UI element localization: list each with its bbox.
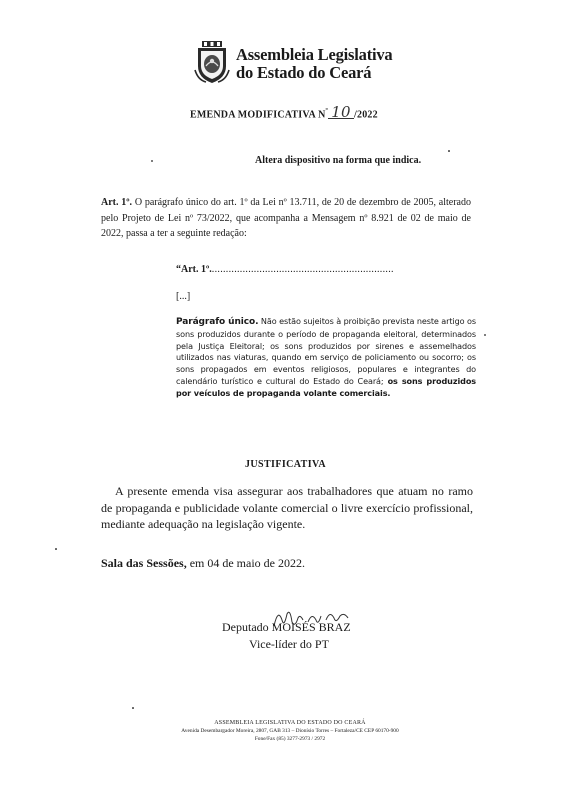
footer-institution: ASSEMBLEIA LEGISLATIVA DO ESTADO DO CEARÁ [214,720,366,726]
institution-name [236,46,392,82]
paragrafo-unico-label: Parágrafo único. [176,317,259,327]
amendment-title [190,103,378,122]
institution-name-line1: Assembleia Legislativa [236,45,393,64]
paragrafo-unico-text: Não estão sujeitos à proibição prevista neste artigo os sons produzidos durante o período de propaganda eleitoral, determinados pela Justiça Eleitoral; os sons produzidos por sirenes e assemelhados utilizados nas viaturas, quando em serviço de policiamento ou socorro; os sons propagados em eventos religiosos, populares e integrantes do calendário turístico e cultural do Estado do Ceará; [176,316,476,386]
article-1-paragraph [101,195,471,242]
amendment-number-handwritten: 10 [328,107,354,119]
justification-title: JUSTIFICATIVA [245,459,326,470]
footer-phone: Fone/Fax (85) 3277-2973 / 2972 [254,736,326,742]
scan-speck [151,160,153,162]
session-label: Sala das Sessões, [101,556,187,570]
signatory-name: Deputado MOISÉS BRAZ [222,620,351,634]
ementa: Altera dispositivo na forma que indica. [255,155,422,166]
omission-marker: [...] [176,291,191,302]
justification-body: A presente emenda visa assegurar aos trabalhadores que atuam no ramo de propaganda e publicidade volante comercial o livre exercício profissional, mediante adequação na legislação vigente. [101,484,473,531]
signatory-role: Vice-líder do PT [249,637,329,651]
session-date: em 04 de maio de 2022. [186,556,305,570]
quoted-article-dots: ................................................................. [211,264,394,275]
paragrafo-unico-tail: os sons produzidos por veículos de propaganda volante comerciais. [176,375,476,398]
scan-speck [484,334,486,336]
amendment-title-prefix: EMENDA MODIFICATIVA N [190,109,326,121]
state-coat-of-arms-icon [194,40,230,84]
amendment-title-degree: º [325,107,329,115]
session-date-line [101,556,305,571]
quoted-article-label: “Art. 1º. [176,264,212,275]
scan-speck [448,150,450,152]
paragrafo-unico [176,316,476,400]
scan-speck [132,707,134,709]
footer-address: Avenida Desembargador Moreira, 2807, GAB 313 – Dionísio Torres – Fortaleza/CE CEP 60170-900 [181,728,399,734]
institution-name-line2: do Estado do Ceará [236,63,372,82]
amendment-title-suffix: /2022 [354,109,378,121]
scan-speck [55,548,57,550]
article-1-label: Art. 1º. [101,197,133,208]
article-1-text: O parágrafo único do art. 1º da Lei nº 13.711, de 20 de dezembro de 2005, alterado pelo Projeto de Lei nº 73/2022, que acompanha a Mensagem nº 8.921 de 02 de maio de 2022, passa a ter a seguinte redação: [101,197,471,239]
quoted-article-line [176,264,394,275]
